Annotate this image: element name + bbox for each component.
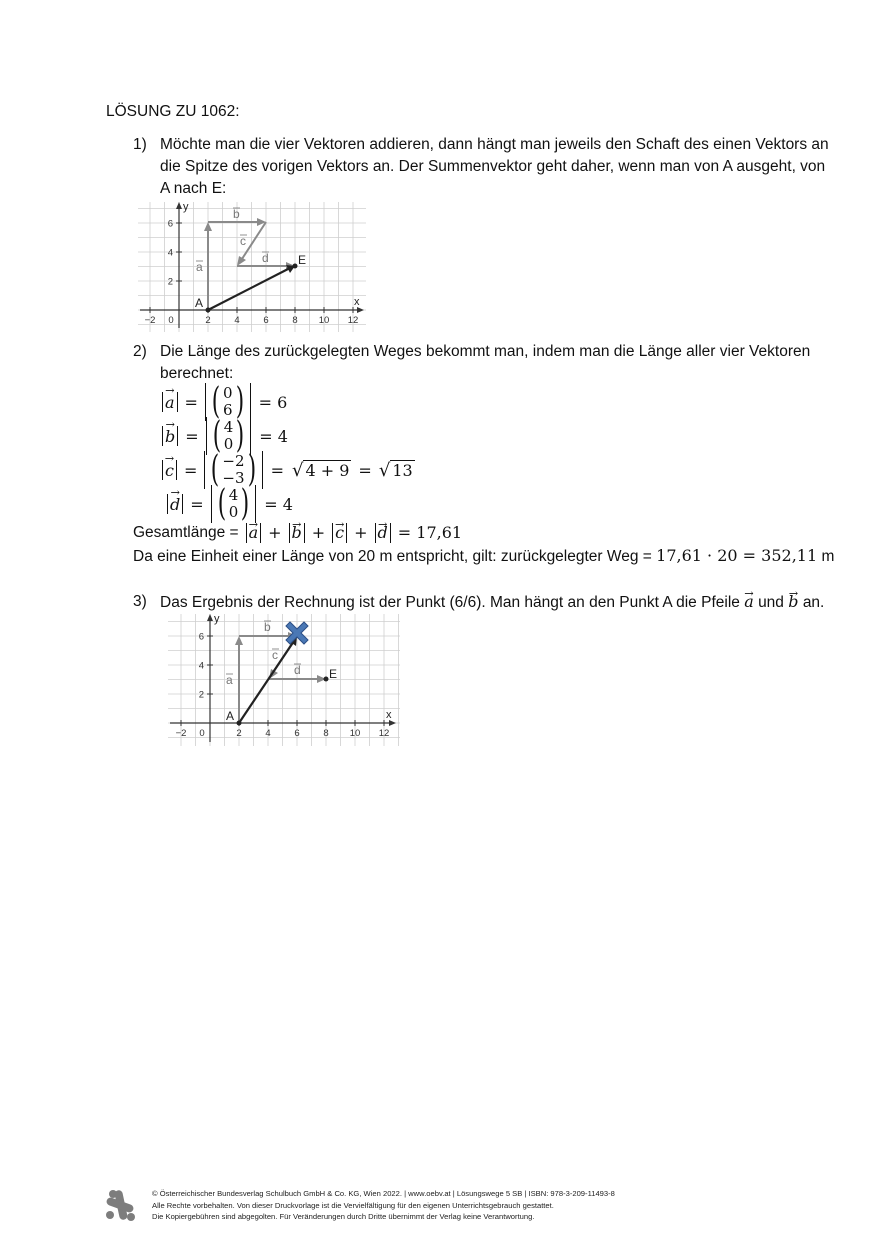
formula-a-bottom: 6 xyxy=(223,401,233,419)
formula-length-b: → b = ( 4 0 ) = 4 xyxy=(160,416,288,456)
formula-c-equals-2: = xyxy=(358,460,372,480)
point-a-dot xyxy=(206,308,211,313)
sqrt-icon: √ 4 + 9 xyxy=(292,459,350,481)
formula-length-a: → a = ( 0 6 ) = 6 xyxy=(160,382,287,422)
item-3-number: 3) xyxy=(133,593,147,610)
point-a-label: A xyxy=(226,709,235,723)
item-2-number: 2) xyxy=(133,343,147,360)
y-axis-label: y xyxy=(214,613,220,625)
y-tick-label: 4 xyxy=(167,247,173,259)
item-2-line-2: berechnet: xyxy=(160,365,234,382)
distance-calculation: 17,61 · 20 = 352,11 xyxy=(656,546,818,565)
vector-c-arrowhead-icon xyxy=(237,256,246,266)
x-tick-label: −2 xyxy=(175,728,187,739)
vector-a-label: a xyxy=(226,673,233,687)
item-1-line-3: A nach E: xyxy=(160,180,227,197)
x-tick-label: −2 xyxy=(144,315,156,326)
x-tick-label: 10 xyxy=(318,315,330,326)
item-1-line-2: die Spitze des vorigen Vektors an. Der Summenvektor geht daher, wenn man von A ausgeht, von xyxy=(160,158,826,175)
point-a-label: A xyxy=(195,296,204,310)
total-length-line xyxy=(133,522,462,544)
formula-c-bottom: −3 xyxy=(222,469,245,487)
footer xyxy=(152,1188,615,1223)
vector-d-label: d xyxy=(294,663,301,677)
formula-a-result: = 6 xyxy=(258,392,288,412)
item-1-line-1: Möchte man die vier Vektoren addieren, dann hängt man jeweils den Schaft des einen Vektors an xyxy=(160,136,829,153)
formula-c-top: −2 xyxy=(222,452,245,470)
x-axis-label: x xyxy=(386,709,392,721)
footer-line-2: Alle Rechte vorbehalten. Von dieser Druckvorlage ist die Vervielfältigung für den eigenen Unterrichtsgebrauch gestattet. xyxy=(152,1200,554,1210)
y-axis-arrow-icon xyxy=(176,202,182,209)
x-tick-label: 0 xyxy=(199,728,205,739)
vector-graph-2-svg xyxy=(168,612,400,746)
vector-d-label: d xyxy=(262,251,269,265)
x-tick-label: 10 xyxy=(349,728,361,739)
vector-b-label: b xyxy=(233,207,240,221)
y-tick-label: 6 xyxy=(198,631,204,643)
vector-graph-1 xyxy=(138,200,366,337)
distance-unit: m xyxy=(821,548,835,565)
formula-c-equals: = xyxy=(270,460,284,480)
x-tick-label: 6 xyxy=(294,728,300,739)
x-axis-label: x xyxy=(354,296,360,308)
x-tick-label: 8 xyxy=(323,728,329,739)
formula-c-radicand-2: 13 xyxy=(392,460,413,480)
formula-b-result: = 4 xyxy=(259,426,288,446)
item-3-line xyxy=(160,591,824,614)
point-e-label: E xyxy=(329,667,338,681)
vector-b-label: b xyxy=(264,620,271,634)
y-tick-label: 4 xyxy=(198,660,204,672)
formula-c-radicand-1: 4 + 9 xyxy=(305,460,350,480)
vector-graph-1-svg xyxy=(138,200,366,332)
total-length-label: Gesamtlänge = xyxy=(133,524,239,541)
point-a-dot xyxy=(237,721,242,726)
formula-length-d: → d = ( 4 0 ) = 4 xyxy=(165,484,293,524)
vector-c-label: c xyxy=(240,234,246,248)
distance-line xyxy=(133,545,834,568)
point-e-dot xyxy=(293,264,298,269)
solution-heading: LÖSUNG ZU 1062: xyxy=(106,103,240,120)
x-tick-label: 8 xyxy=(292,315,298,326)
item-3-und: und xyxy=(758,594,784,611)
formula-b-vector-name: → b xyxy=(165,427,175,446)
distance-text: Da eine Einheit einer Länge von 20 m entspricht, gilt: zurückgelegter Weg = xyxy=(133,548,652,565)
item-2-line-1: Die Länge des zurückgelegten Weges bekommt man, indem man die Länge aller vier Vektoren xyxy=(160,343,811,360)
x-tick-label: 2 xyxy=(236,728,242,739)
y-tick-label: 2 xyxy=(198,689,204,701)
x-tick-label: 6 xyxy=(263,315,269,326)
formula-b-top: 4 xyxy=(223,418,234,436)
formula-a-top: 0 xyxy=(223,384,233,402)
point-e-label: E xyxy=(298,253,307,267)
point-e-dot xyxy=(324,677,329,682)
sum-vector-line xyxy=(208,268,290,310)
x-tick-label: 4 xyxy=(265,728,271,739)
formula-c-vector-name: → c xyxy=(165,461,174,480)
result-vector-line xyxy=(239,641,294,723)
item-3-text-before: Das Ergebnis der Rechnung ist der Punkt (6/6). Man hängt an den Punkt A die Pfeile xyxy=(160,594,740,611)
item-1-number: 1) xyxy=(133,136,147,153)
vector-c-label: c xyxy=(272,648,278,662)
formula-d-top: 4 xyxy=(228,486,239,504)
x-tick-label: 12 xyxy=(347,315,359,326)
total-length-result: = 17,61 xyxy=(397,523,463,542)
vector-a-arrowhead-icon xyxy=(235,636,243,645)
vector-graph-2 xyxy=(168,612,400,751)
formula-d-bottom: 0 xyxy=(228,503,239,521)
formula-d-result: = 4 xyxy=(264,494,293,514)
formula-length-c: → c = ( −2 −3 ) = √ 4 + 9 = √ 13 xyxy=(160,450,417,490)
y-axis-arrow-icon xyxy=(207,614,213,621)
x-tick-label: 4 xyxy=(234,315,240,326)
x-tick-label: 0 xyxy=(168,315,174,326)
item-3-vector-a: → a xyxy=(744,591,754,613)
x-tick-label: 2 xyxy=(205,315,211,326)
formula-d-vector-name: → d xyxy=(170,495,180,514)
footer-line-1: © Österreichischer Bundesverlag Schulbuch GmbH & Co. KG, Wien 2022. | www.oebv.at | Lösungswege 5 SB | ISBN: 978-3-209-11493-8 xyxy=(152,1189,615,1198)
y-axis-label: y xyxy=(183,201,189,213)
y-tick-label: 6 xyxy=(167,218,173,230)
total-length-sum: → a + → b + → c + → d = 17,61 xyxy=(244,522,463,544)
item-3-vector-b: → b xyxy=(788,591,798,613)
formula-a-vector-name: → a xyxy=(165,393,175,412)
footer-line-3: Die Kopiergebühren sind abgegolten. Für Veränderungen durch Dritte übernimmt der Verlag keine Verantwortung. xyxy=(152,1212,535,1221)
sqrt-icon: √ 13 xyxy=(378,459,413,481)
item-3-text-after: an. xyxy=(802,594,825,611)
vector-a-label: a xyxy=(196,260,203,274)
publisher-logo xyxy=(103,1188,137,1222)
y-tick-label: 2 xyxy=(167,276,173,288)
x-tick-label: 12 xyxy=(378,728,390,739)
formula-b-bottom: 0 xyxy=(223,435,234,453)
